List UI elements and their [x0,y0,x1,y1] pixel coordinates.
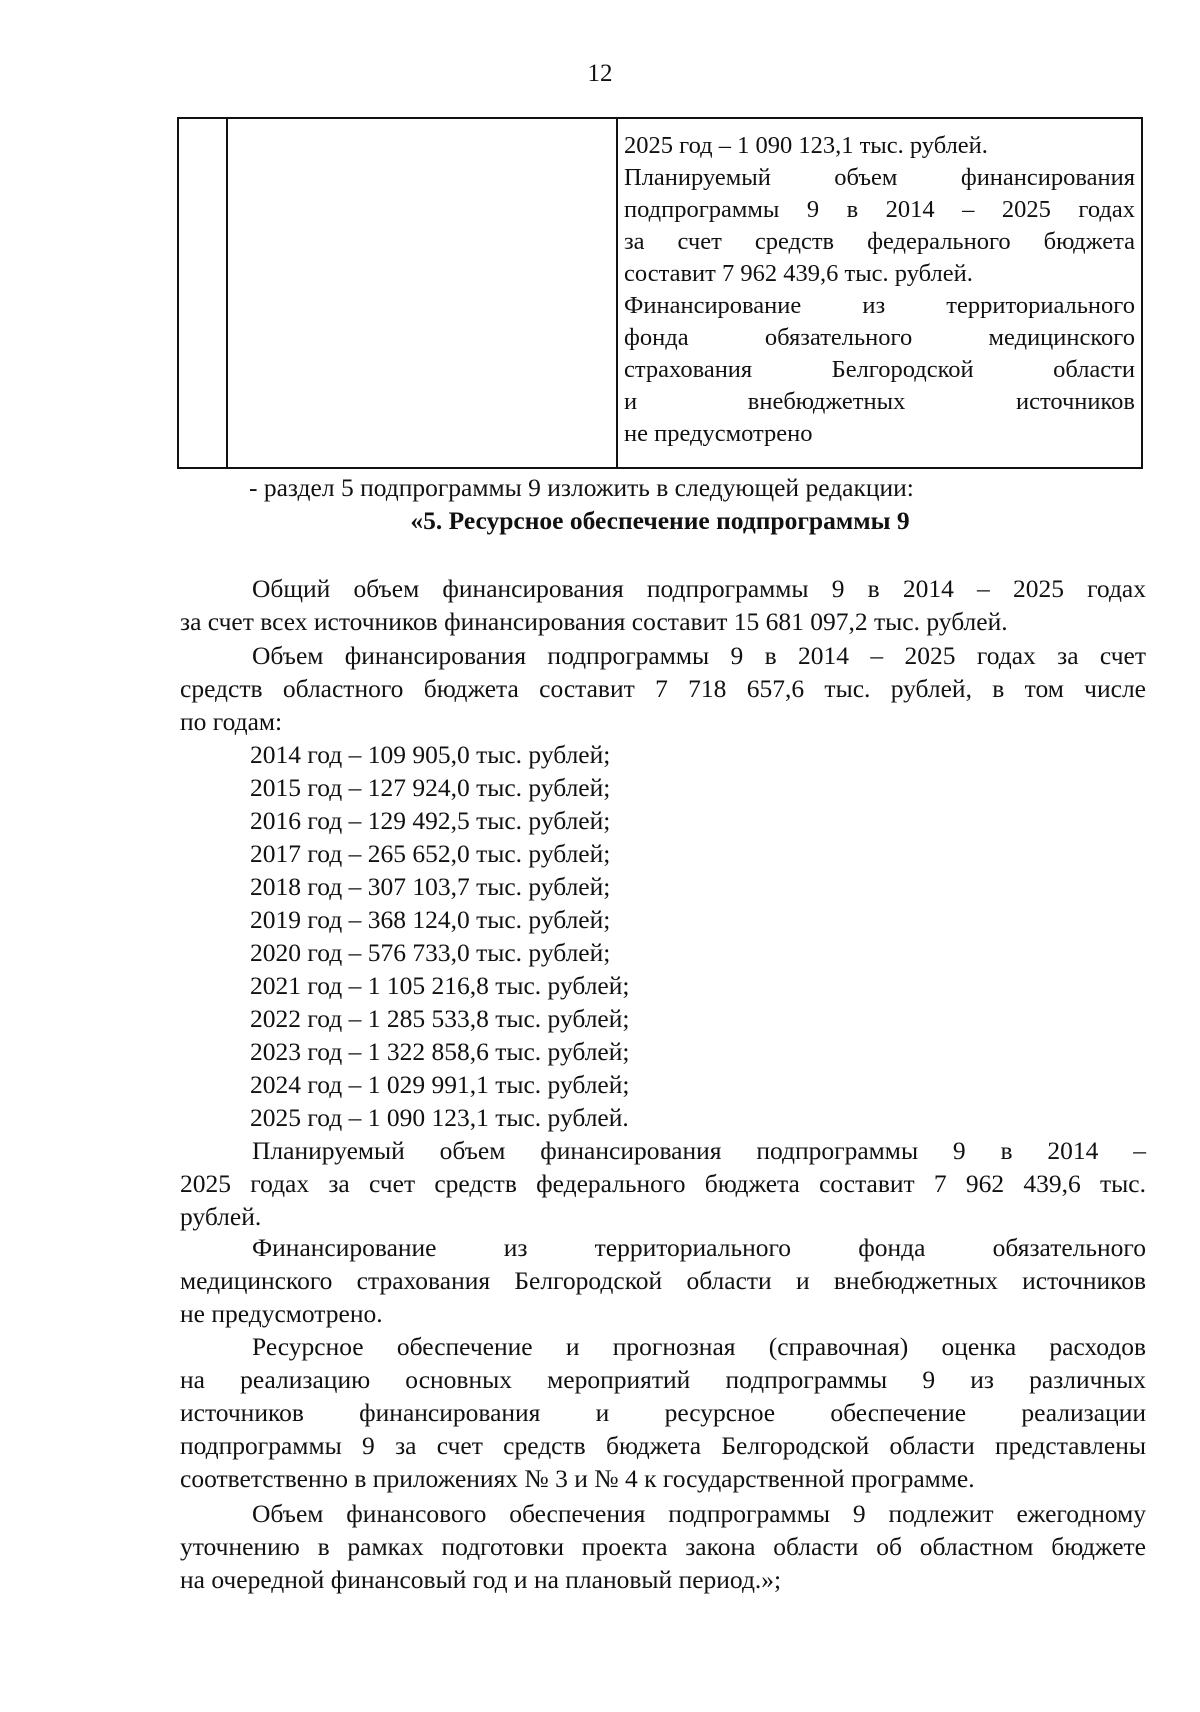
paragraph-line: источников финансирования и ресурсное обеспечение реализации [180,1398,1146,1427]
list-item: 2018 год – 307 103,7 тыс. рублей; [250,872,611,901]
paragraph-annual-update [180,1497,1146,1596]
table-text-line: Финансирование из территориального [624,292,1135,319]
paragraph-federal-funding [180,1134,1146,1233]
list-item: 2020 год – 576 733,0 тыс. рублей; [250,938,611,967]
table-text-line: составит 7 962 439,6 тыс. рублей. [624,260,973,287]
list-item: 2017 год – 265 652,0 тыс. рублей; [250,839,611,868]
paragraph-line: Планируемый объем финансирования подпрограммы 9 в 2014 – [252,1136,1146,1165]
paragraph-line: Объем финансового обеспечения подпрограммы 9 подлежит ежегодному [252,1499,1146,1528]
list-item: 2014 год – 109 905,0 тыс. рублей; [250,740,611,769]
section-heading: «5. Ресурсное обеспечение подпрограммы 9 [410,506,910,535]
paragraph-line: Общий объем финансирования подпрограммы 9 в 2014 – 2025 годах [252,574,1146,603]
list-item: 2021 год – 1 105 216,8 тыс. рублей; [250,971,630,1000]
paragraph-line: за счет всех источников финансирования составит 15 681 097,2 тыс. рублей. [180,607,1008,636]
paragraph-line: подпрограммы 9 за счет средств бюджета Белгородской области представлены [180,1431,1146,1460]
table-text-line: и внебюджетных источников [624,388,1135,415]
yearly-funding-list [250,738,629,1134]
paragraph-line: по годам: [180,707,283,736]
paragraph-total-funding [180,572,1146,638]
list-item: 2022 год – 1 285 533,8 тыс. рублей; [250,1004,630,1033]
list-item: 2023 год – 1 322 858,6 тыс. рублей; [250,1037,630,1066]
table-cell-label [228,119,618,467]
list-item: 2025 год – 1 090 123,1 тыс. рублей. [250,1103,629,1132]
table-text-line: не предусмотрено [624,420,813,447]
page-number: 12 [587,60,613,87]
paragraph-line: соответственно в приложениях № 3 и № 4 к государственной программе. [180,1464,975,1493]
paragraph-resource-provision [180,1330,1146,1495]
table-text-line: подпрограммы 9 в 2014 – 2025 годах [624,196,1135,223]
table-text-line: 2025 год – 1 090 123,1 тыс. рублей. [624,132,988,159]
paragraph-line: уточнению в рамках подготовки проекта закона области об областном бюджете [180,1532,1146,1561]
list-item: 2016 год – 129 492,5 тыс. рублей; [250,806,611,835]
paragraph-line: 2025 годах за счет средств федерального бюджета составит 7 962 439,6 тыс. [180,1169,1146,1198]
table-text-line: за счет средств федерального бюджета [624,228,1135,255]
continuation-table [177,117,1143,469]
list-item: 2019 год – 368 124,0 тыс. рублей; [250,905,611,934]
paragraph-line: Объем финансирования подпрограммы 9 в 2014 – 2025 годах за счет [252,641,1146,670]
paragraph-line: Ресурсное обеспечение и прогнозная (справочная) оценка расходов [252,1332,1146,1361]
paragraph-line: медицинского страхования Белгородской области и внебюджетных источников [180,1266,1146,1295]
table-cell-content [618,119,1141,467]
paragraph-line: не предусмотрено. [180,1299,383,1328]
list-item: 2015 год – 127 924,0 тыс. рублей; [250,773,611,802]
paragraph-other-sources [180,1231,1146,1330]
paragraph-line: Финансирование из территориального фонда обязательного [252,1233,1146,1262]
list-item: 2024 год – 1 029 991,1 тыс. рублей; [250,1070,630,1099]
paragraph-line: средств областного бюджета составит 7 718 657,6 тыс. рублей, в том числе [180,674,1146,703]
table-text-line: фонда обязательного медицинского [624,324,1135,351]
paragraph-line: рублей. [180,1202,262,1231]
table-text-line: Планируемый объем финансирования [624,164,1135,191]
paragraph-line: на очередной финансовый год и на плановый период.»; [180,1565,782,1594]
table-cell-number [179,119,228,467]
edit-instruction: - раздел 5 подпрограммы 9 изложить в следующей редакции: [249,473,914,502]
paragraph-line: на реализацию основных мероприятий подпрограммы 9 из различных [180,1365,1146,1394]
table-text-line: страхования Белгородской области [624,356,1135,383]
paragraph-regional-funding [180,639,1146,738]
